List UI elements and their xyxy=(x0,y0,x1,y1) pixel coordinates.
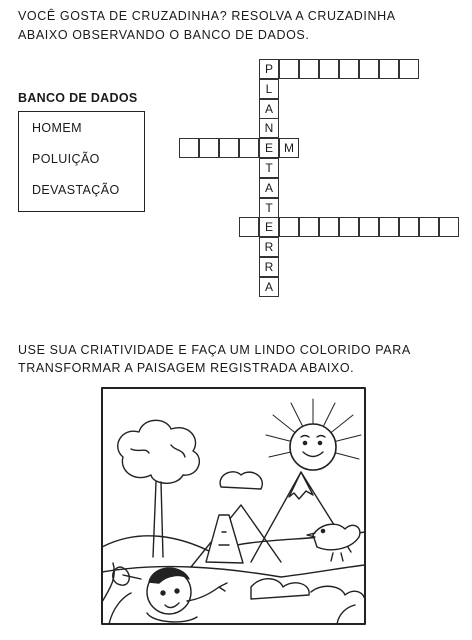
coloring-instruction-line-1: USE SUA CRIATIVIDADE E FAÇA UM LINDO COLORIDO PARA xyxy=(18,343,411,357)
crossword-cell-row-homem-5[interactable]: M xyxy=(279,138,299,158)
crossword-cell-row-homem-3[interactable] xyxy=(239,138,259,158)
word-bank-item-homem: HOMEM xyxy=(32,121,82,135)
crossword-cell-row-homem-2[interactable] xyxy=(219,138,239,158)
crossword-cell-vertical-3[interactable]: N xyxy=(259,118,279,138)
crossword-cell-row-devastacao-3[interactable] xyxy=(299,217,319,237)
crossword-cell-vertical-9[interactable]: R xyxy=(259,237,279,257)
crossword-cell-row-devastacao-0[interactable] xyxy=(239,217,259,237)
crossword-cell-row-devastacao-4[interactable] xyxy=(319,217,339,237)
crossword-cell-vertical-4[interactable]: E xyxy=(259,138,279,158)
crossword-cell-row-homem-0[interactable] xyxy=(179,138,199,158)
crossword-cell-row-devastacao-7[interactable] xyxy=(379,217,399,237)
crossword-cell-vertical-1[interactable]: L xyxy=(259,79,279,99)
crossword-cell-row-poluicao-3[interactable] xyxy=(319,59,339,79)
crossword-cell-vertical-7[interactable]: T xyxy=(259,198,279,218)
crossword-cell-row-devastacao-2[interactable] xyxy=(279,217,299,237)
crossword-cell-row-devastacao-10[interactable] xyxy=(439,217,459,237)
crossword-cell-row-poluicao-7[interactable] xyxy=(399,59,419,79)
crossword-cell-row-devastacao-9[interactable] xyxy=(419,217,439,237)
word-bank-title: BANCO DE DADOS xyxy=(18,91,138,105)
crossword-cell-vertical-0[interactable]: P xyxy=(259,59,279,79)
crossword-cell-row-devastacao-6[interactable] xyxy=(359,217,379,237)
crossword-cell-vertical-8[interactable]: E xyxy=(259,217,279,237)
instruction-line-1: VOCÊ GOSTA DE CRUZADINHA? RESOLVA A CRUZADINHA xyxy=(18,9,396,23)
instruction-line-2: ABAIXO OBSERVANDO O BANCO DE DADOS. xyxy=(18,28,310,42)
crossword-cell-row-poluicao-5[interactable] xyxy=(359,59,379,79)
crossword-cell-row-poluicao-2[interactable] xyxy=(299,59,319,79)
crossword-cell-row-poluicao-6[interactable] xyxy=(379,59,399,79)
coloring-instruction-line-2: TRANSFORMAR A PAISAGEM REGISTRADA ABAIXO. xyxy=(18,361,355,375)
crossword-cell-vertical-11[interactable]: A xyxy=(259,277,279,297)
crossword-cell-row-devastacao-8[interactable] xyxy=(399,217,419,237)
word-bank-item-devastacao: DEVASTAÇÃO xyxy=(32,183,120,197)
crossword-cell-vertical-6[interactable]: A xyxy=(259,178,279,198)
crossword-cell-vertical-5[interactable]: T xyxy=(259,158,279,178)
word-bank-item-poluicao: POLUIÇÃO xyxy=(32,152,100,166)
crossword-cell-vertical-2[interactable]: A xyxy=(259,99,279,119)
crossword-cell-row-devastacao-5[interactable] xyxy=(339,217,359,237)
crossword-cell-row-poluicao-4[interactable] xyxy=(339,59,359,79)
coloring-landscape-drawing xyxy=(101,387,366,625)
crossword-cell-row-homem-1[interactable] xyxy=(199,138,219,158)
crossword-cell-row-poluicao-1[interactable] xyxy=(279,59,299,79)
crossword-cell-vertical-10[interactable]: R xyxy=(259,257,279,277)
